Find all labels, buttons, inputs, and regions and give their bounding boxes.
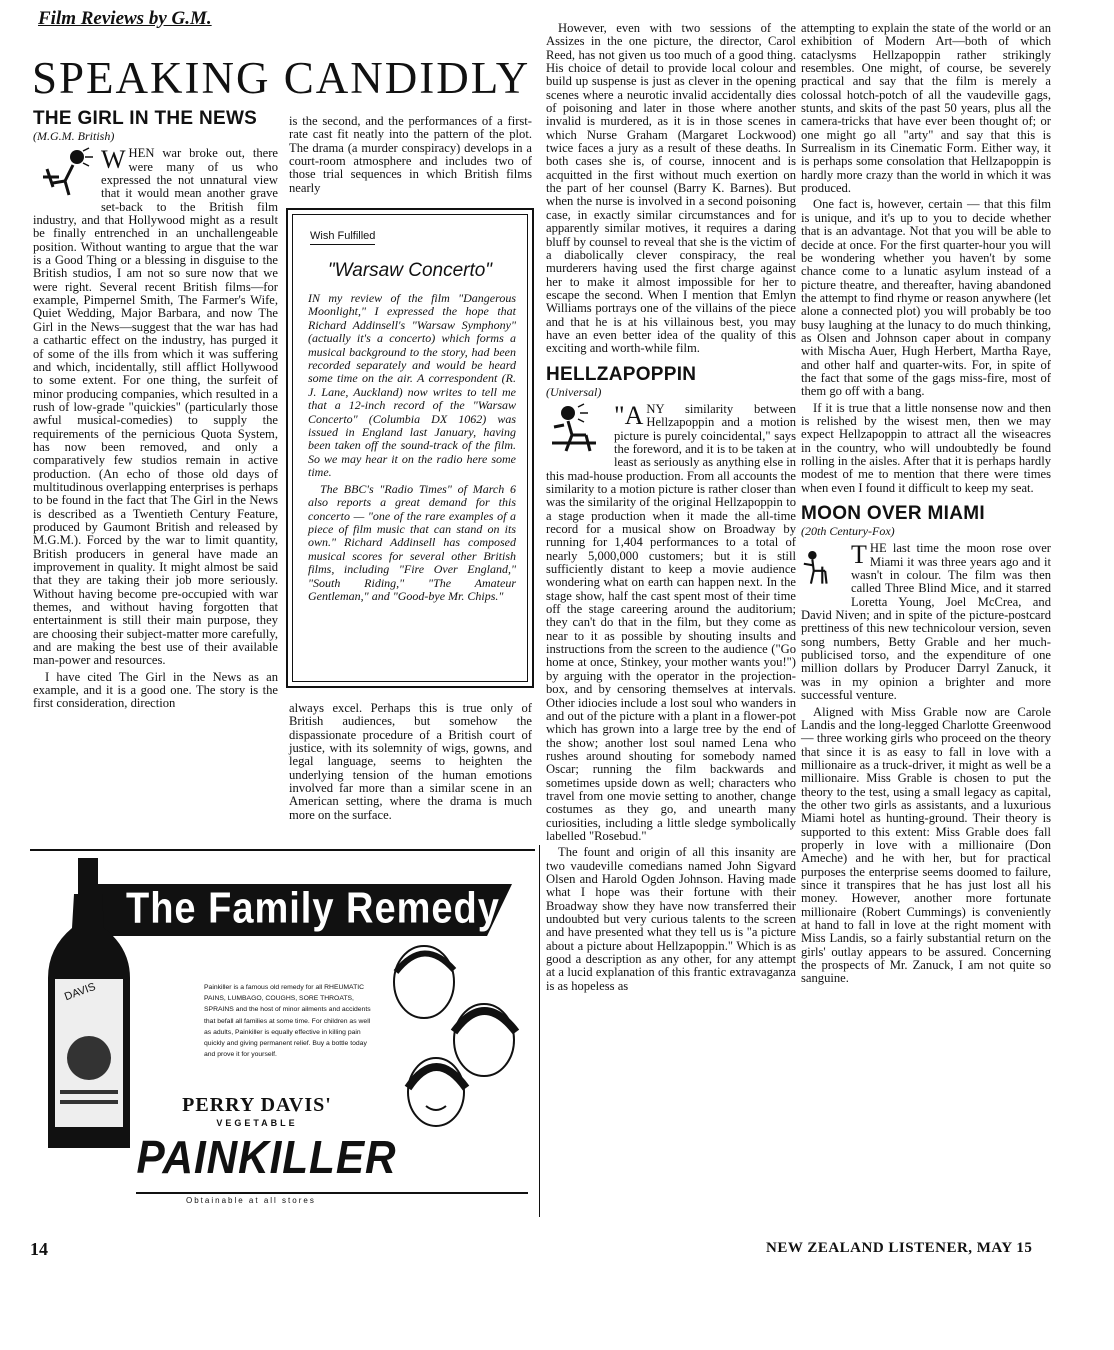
sidebar-paragraph: The BBC's "Radio Times" of March 6 also reports a great demand for this concerto — "one of the rare examples of a piece of film music that can stand on its own." Richard Addinsell has composed musical scores for several other British films, including "Fire Over England," "South Riding," "The Amateur Gentleman," and "Good-bye Mr. Chips." [308, 481, 516, 603]
review-studio: (20th Century-Fox) [801, 524, 895, 539]
review-paragraph: attempting to explain the state of the world or an exhibition of Modern Art—both of which cataclysms Hellzapoppin rather strikingly resembles. One might, of course, be severely practical and say that the film is merely a colossal hotch-potch of all the vaudeville gags, stunts, and skits of the past 50 years, plus all the camera-tricks that have ever been thought of; or one might go all "arty" and say that this is Surrealism in its Cinematic Form. Either way, it is perhaps some consolation that Hellzapoppin is hardly more crazy than the world in which it was produced. [801, 21, 1051, 196]
column-1 [33, 108, 278, 714]
painkiller-bottle-icon [40, 858, 136, 1158]
ad-body-copy: Painkiller is a famous old remedy for all RHEUMATIC PAINS, LUMBAGO, COUGHS, SORE THROATS, SPRAINS and the host of minor ailments and accidents that befall all families at some time. For children as well as adults, Painkiller is equally effective in killing pain quickly and giving permanent relief. Buy a bottle today and prove it for yourself. [204, 984, 371, 1059]
sidebar-title: "Warsaw Concerto" [327, 260, 493, 281]
column-4 [801, 22, 1051, 989]
family-faces-illustration [366, 942, 524, 1162]
ad-banner-text: The Family Remedy [126, 884, 500, 934]
drop-cap: W [101, 145, 126, 175]
column-3 [546, 22, 796, 996]
review-title-hellzapoppin: HELLZAPOPPIN [546, 363, 697, 385]
cartoon-figure-icon [801, 542, 845, 594]
review-title-girl-in-the-news: THE GIRL IN THE NEWS [33, 108, 258, 129]
review-paragraph: I have cited The Girl in the News as an example, and it is a good one. The story is the first consideration, direction [33, 669, 278, 711]
review-paragraph: The fount and origin of all this insanity are two vaudeville comedians named John Sigvard Olsen and Harold Ogden Johnson. Having made what I hope was their fortune with their Broadway show they have now transferred their undoubted but very curious talents to the screen and have presented what they tell us is "a picture about a picture about Hellzapoppin." Which is as good a description as any other, for any attempt at a lucid explanation of this frantic extravaganza is as hopeless as [546, 845, 796, 993]
column-2 [289, 115, 532, 198]
page-number: 14 [30, 1239, 48, 1259]
review-paragraph: Aligned with Miss Grable now are Carole Landis and the long-legged Charlotte Greenwood — three working girls who proceed on the theory that since it is as easy to fall in love with a millionaire as a truck-driver, it might as well be a millionaire. Miss Grable is chosen to put the theory to the test, using a small legacy as capital, the other two girls as assistants, and a luxurious Miami hotel as hunting-ground. Their theory is supported to this extent: Miss Grable does fall properly in love with a millionaire (Don Ameche) and he with her, but for practical purposes the enterprise seems doomed to failure, since it transpires that he has just lost all his money. However, another more fortunate millionaire (Robert Cummings) is conveniently at hand to fall in love at the right moment with Miss Landis, so a fairly substantial return on the girls' outlay appears to be assured. Concerning the prospects of Mr. Zanuck, I am not quite so sanguine. [801, 704, 1051, 986]
ad-product: PAINKILLER [136, 1131, 397, 1183]
review-paragraph: WHEN war broke out, there were many of us who expressed the not unnatural view that it would mean another grave set-back to the British film industry, and that Hollywood might as a result be finally entrenched in an unchallengeable position. Without wanting to argue that the war is a Good Thing or a blessing in disguise to the British studios, I am not so sure now that we were right. Several recent British films—for example, Pimpernel Smith, The Farmer's Wife, Quiet Wedding, Major Barbara, and now The Girl in the News—suggest that the war has had a cathartic effect on the industry, has purged it of some of the ills from which it was suffering and which, incidentally, still afflict Hollywood to some extent. For one thing, the surfeit of minor producing companies, which resulted in a rush of low-grade "quickies" (particularly those awful musical-comedies) to supply the requirements of the pernicious Quota System, has now been removed, and only a comparatively few studios remain in active production. (An echo of those old days of multitudinous overlapping enterprises is perhaps to be found in the fact that The Girl in the News is described as a Twentieth Century Feature, produced by Gaumont British and released by M.G.M.). Forced by the war to limit quantity, British producers in general have made an improvement in quality. It might almost be said that they are taking their job more seriously. Without having become pre-occupied with war themes, and without having forgotten that entertainment is still their main purpose, they are choosing their subject-matter more carefully, and are making the best use of their available man-power and resources. [33, 145, 278, 668]
review-paragraph: One fact is, however, certain — that this film is unique, and it's up to you to decide whether that is an advantage. Not that you will be able to decide at once. For the first quarter-hour you will be wondering whether you haven't by some chance come to a lunatic asylum instead of a picture theatre, and thereafter, having abandoned the attempt to find rhyme or reason anywhere (let alone a connected plot) you will probably be too busy laughing at the lunacy to do much thinking, as Olsen and Johnson caper about in company with Mischa Auer, Hugh Herbert, Martha Raye, and other half and quarter-wits. For, in spite of the fact that some of the gags miss-fire, most of them go off with a bang. [801, 197, 1051, 399]
sidebar-label: Wish Fulfilled [310, 230, 375, 245]
sidebar-paragraph: IN my review of the film "Dangerous Moonlight," I expressed the hope that Richard Addinsell's "Warsaw Symphony" (actually it's a concerto) which forms a musical background to the story, had been recorded separately and would be heard some time on the air. A correspondent (R. J. Lane, Auckland) now writes to tell me that a 12-inch record of the "Warsaw Concerto" (Columbia DX 1062) was issued in England last January, having been taken off the sound-track of the film. So we may hear it on the radio here some time. [308, 291, 516, 480]
ad-footer-rule [136, 1192, 528, 1194]
review-studio: (M.G.M. British) [33, 129, 115, 143]
review-paragraph: "ANY similarity between Hellzapoppin and a motion picture is purely coincidental," says the foreword, and it is to be taken at least as seriously as anything else in this mad-house production. From all accounts the similarity to a motion picture is rather closer than was the similarity of the original Hellzapoppin to a stage production when it made the all-time record for a musical show on Broadway by running for 1,404 performances to a total of nearly 5,000,000 customers; but it is still sufficiently distant to keep a movie audience wondering what on earth can happen next. In the stage show, half the cast spent most of their time off the stage careering around the auditorium; they can't do that in the film, but they come as near to it as possible by shouting insults and instructions from the screen to the audience ("Go home at once, Stinkey, your mother wants you!") by arguing with the operator in the projection-box, and by censoring themselves at intervals. Other idiocies include a lost soul who wanders in and out of the picture with a plant in a flower-pot which has grown into a large tree by the end of the show; another lost soul named Lena who rushes around shouting for somebody named Oscar; running the film backwards and sometimes upside down as well; characters who travel from one movie setting to another, change costumes as they go, and unearth many curiosities, including a little sledge symbolically labelled "Rosebud." [546, 400, 796, 843]
drop-cap: "A [614, 400, 644, 430]
cartoon-figure-icon [546, 403, 608, 455]
drop-cap: T [851, 540, 867, 570]
review-paragraph: always excel. Perhaps this is true only of British audiences, but somehow the dispassionate procedure of a British court of justice, with its solemnity of wigs, gowns, and legal language, seems to heighten the underlying tension of the human emotions involved far more than a similar scene in an American setting, where the drama is much more on the surface. [289, 701, 532, 822]
review-paragraph: is the second, and the performances of a first-rate cast fit neatly into the pattern of the plot. The drama (a murder conspiracy) develops in a court-room atmosphere and includes two of those trial sequences in which British films nearly [289, 114, 532, 195]
page-headline: SPEAKING CANDIDLY [32, 53, 531, 103]
column-2-continued [289, 702, 532, 825]
sidebar-body [308, 292, 516, 606]
cartoon-figure-icon [33, 147, 95, 199]
ad-brand: PERRY DAVIS' [182, 1094, 332, 1116]
ad-footer: Obtainable at all stores [186, 1196, 316, 1205]
review-studio: (Universal) [546, 384, 602, 399]
review-paragraph: If it is true that a little nonsense now and then is relished by the wisest men, then we may expect Hellzapoppin to attract all the wiseacres in the country, who will undoubtedly be found rolling in the aisles. After that it is perhaps hardly modest of me to mention that there were times when even I found it difficult to keep my seat. [801, 400, 1051, 495]
review-title-moon-over-miami: MOON OVER MIAMI [801, 503, 985, 525]
advertisement-painkiller [36, 858, 528, 1218]
review-paragraph: However, even with two sessions of the Assizes in the one picture, the director, Carol Reed, has not given us too much of a good thing. His choice of detail to provide local colour and build up suspense is just as clever in the opening scenes where a neurotic invalid accidentally dies of poisoning and later in those where another invalid is murdered, as it is in those scenes in which Nurse Graham (Margaret Lockwood) twice faces a jury as a result of these deaths. In both cases she is, of course, innocent and is acquitted in the first without much exertion on the part of her counsel (Barry K. Barnes). But when the nurse is involved in a second poisoning case, in exactly similar circumstances and for apparently similar motives, it requires a daring bluff by counsel to reveal that she is the victim of a diabolically clever conspiracy, the real murderers having used the first charge against her to make it almost impossible for her to escape the second. When I mention that Emlyn Williams portrays one of the villains of the piece and that he is at his villainous best, you may have an even better idea of the quality of this exciting and worth-while film. [546, 21, 796, 356]
sidebar-box-warsaw-concerto [286, 208, 534, 688]
ad-vegetable: VEGETABLE [216, 1118, 298, 1128]
divider-line [539, 845, 540, 1217]
section-kicker: Film Reviews by G.M. [38, 8, 212, 29]
bottle-label: DAVIS [62, 980, 98, 1004]
review-paragraph: THE last time the moon rose over Miami it was three years ago and it wasn't in colour. The film was then called Three Blind Mice, and it starred Loretta Young, Joel McCrea, and David Niven; and in spite of the picture-postcard prettiness of this new technicolour version, seven song numbers, Betty Grable and her much-publicised torso, and the expenditure of one million dollars by Producer Darryl Zanuck, it was in my opinion a brighter and more successful venture. [801, 540, 1051, 703]
divider-line [30, 849, 535, 851]
publication-footer: NEW ZEALAND LISTENER, MAY 15 [766, 1240, 1033, 1256]
